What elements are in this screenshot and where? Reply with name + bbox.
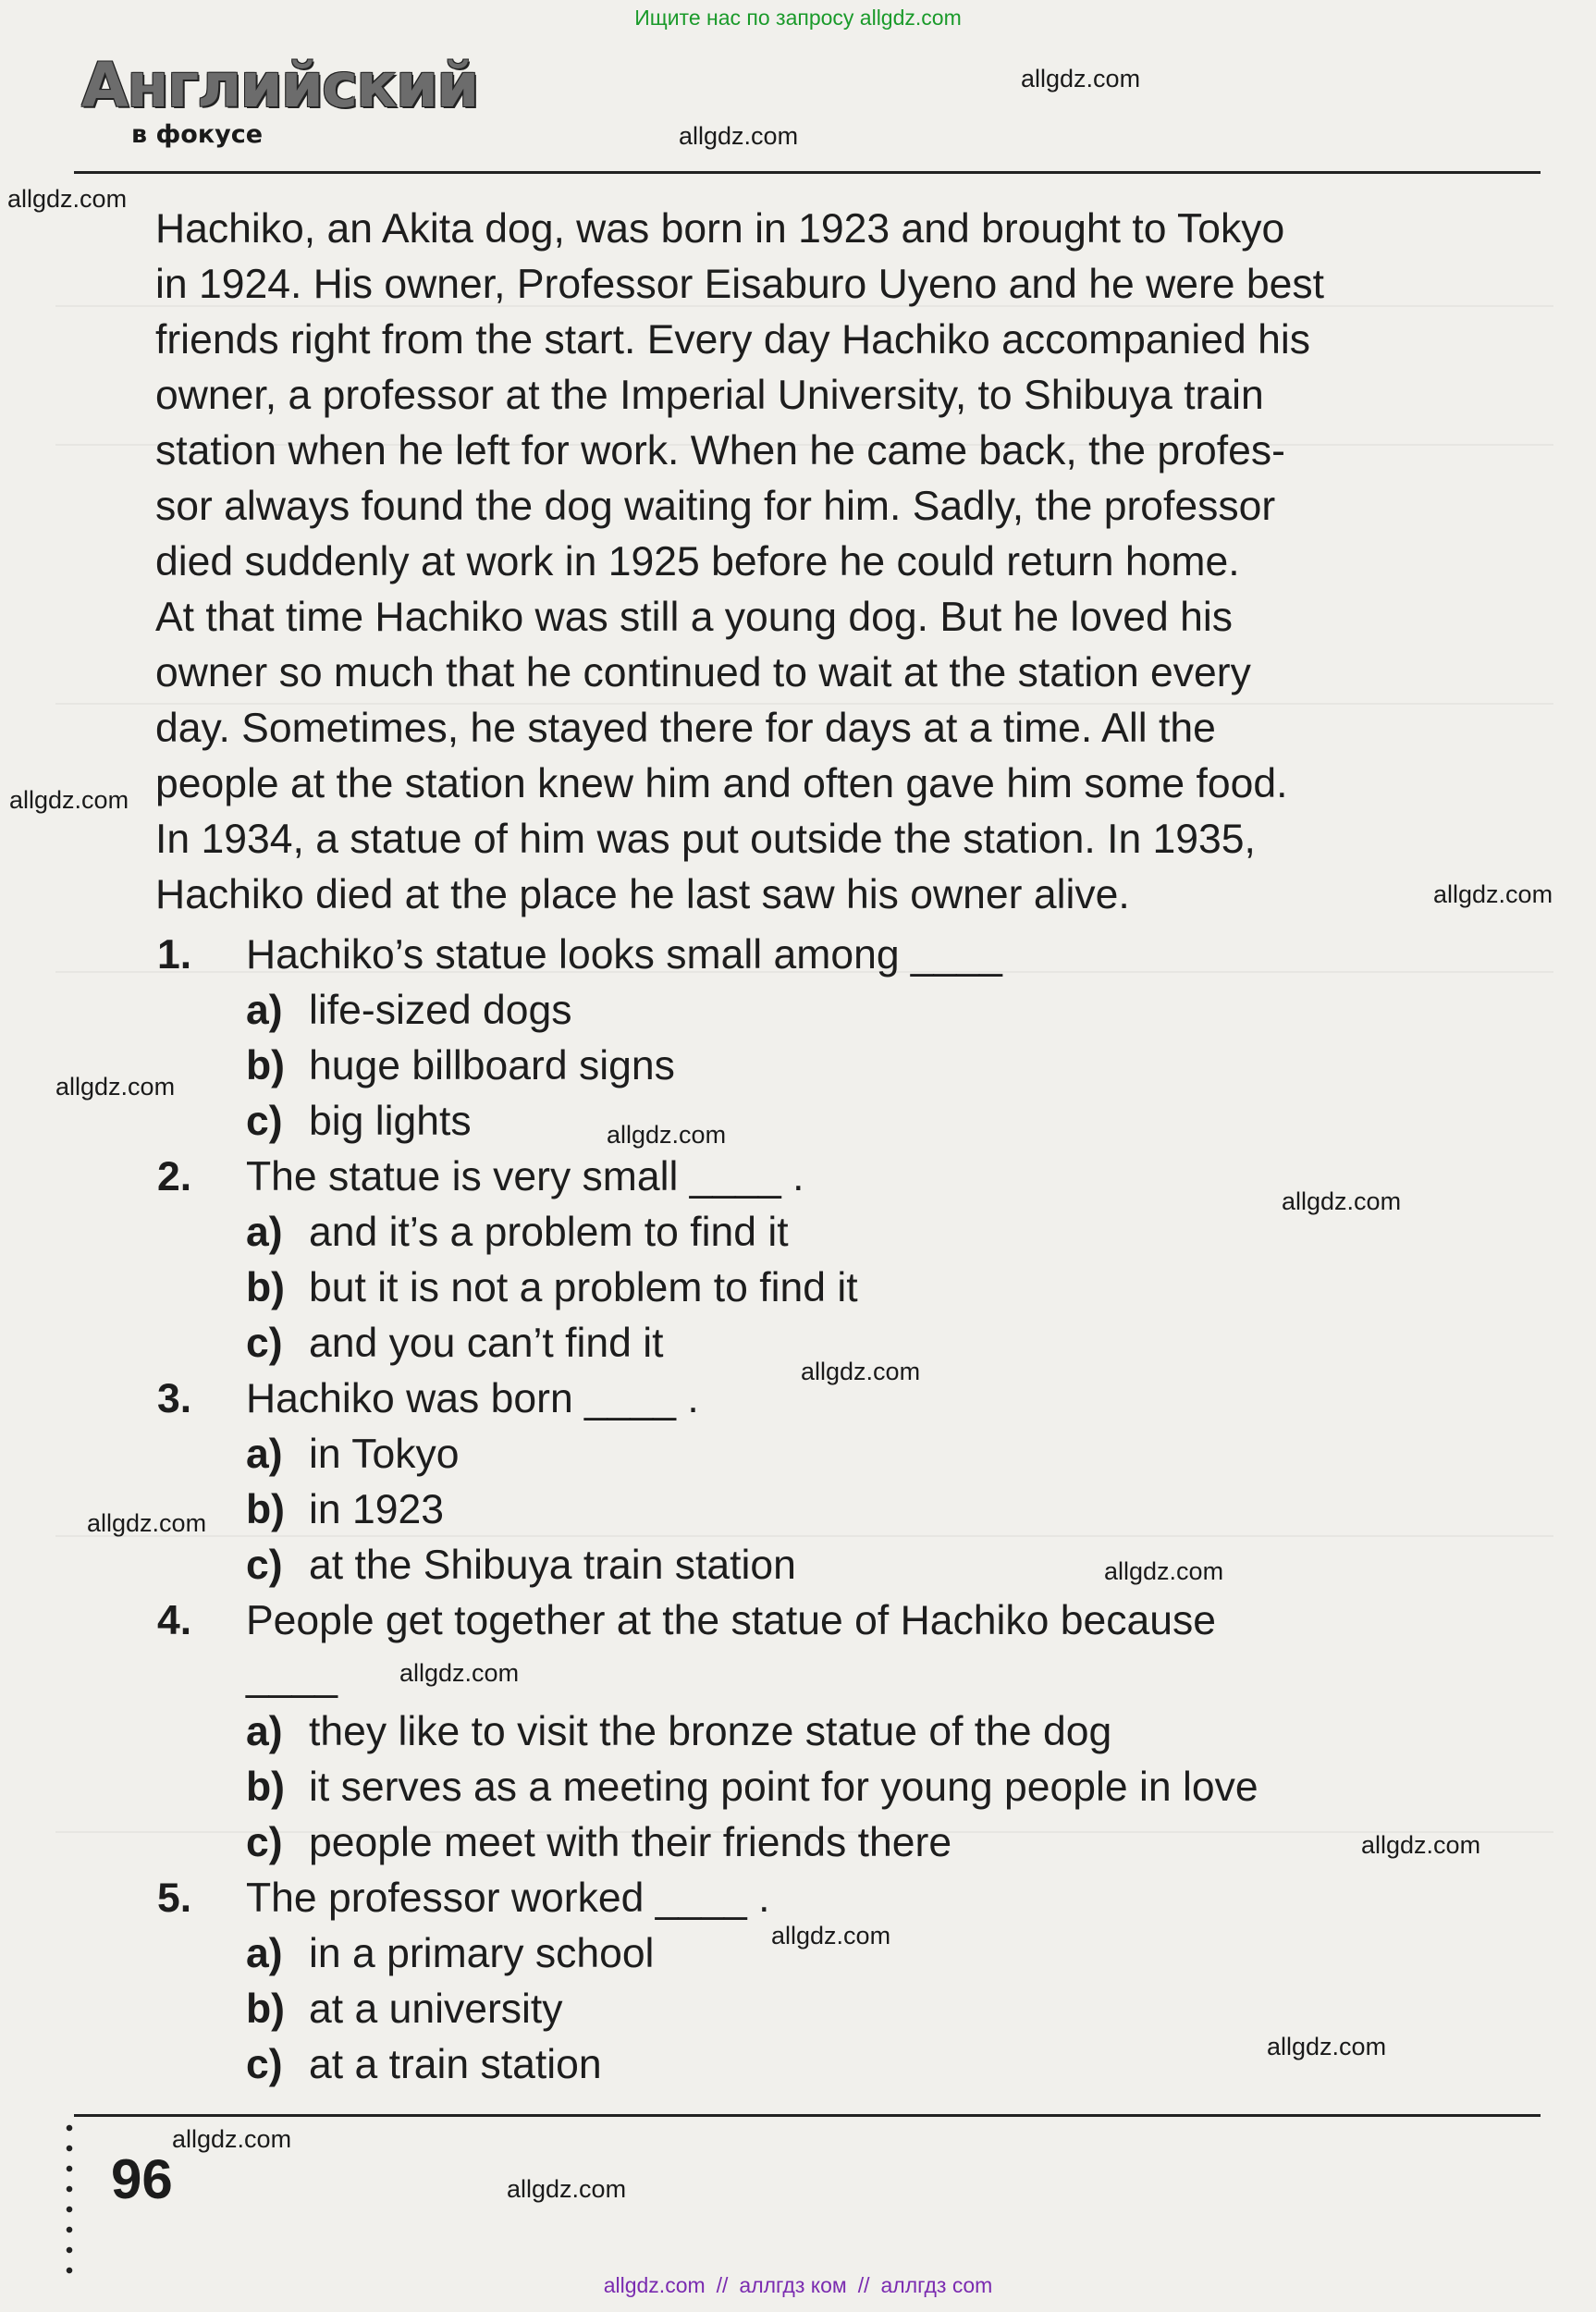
question-number: 5. bbox=[157, 1875, 192, 1921]
answer-option[interactable]: a) in a primary school bbox=[246, 1931, 655, 1976]
passage-line: At that time Hachiko was still a young dog. But he loved his bbox=[155, 595, 1234, 640]
answer-option[interactable]: b) it serves as a meeting point for young people in love bbox=[246, 1765, 1258, 1810]
passage-line: sor always found the dog waiting for him. Sadly, the professor bbox=[155, 484, 1276, 529]
question-text: Hachiko’s statue looks small among ____ bbox=[246, 932, 1002, 978]
watermark: allgdz.com bbox=[1433, 880, 1553, 908]
watermark: allgdz.com bbox=[801, 1358, 921, 1385]
passage-line: in 1924. His owner, Professor Eisaburo Uyeno and he were best bbox=[155, 262, 1325, 307]
watermark: allgdz.com bbox=[1282, 1187, 1402, 1215]
passage-line: In 1934, a statue of him was put outside the station. In 1935, bbox=[155, 817, 1256, 862]
watermark: allgdz.com bbox=[679, 122, 799, 150]
question-number: 1. bbox=[157, 932, 192, 978]
footer-divider bbox=[74, 2114, 1541, 2117]
watermark: allgdz.com bbox=[1104, 1557, 1224, 1585]
book-logo-subtitle: в фокусе bbox=[131, 120, 264, 149]
answer-option[interactable]: c) people meet with their friends there bbox=[246, 1820, 952, 1865]
watermark: allgdz.com bbox=[172, 2125, 292, 2153]
question-1 bbox=[157, 932, 1002, 978]
question-text: The statue is very small ____ . bbox=[246, 1154, 804, 1199]
passage-line: died suddenly at work in 1925 before he could return home. bbox=[155, 539, 1240, 584]
passage-line: friends right from the start. Every day Hachiko accompanied his bbox=[155, 317, 1311, 363]
answer-option[interactable]: c) at a train station bbox=[246, 2042, 602, 2087]
passage-line: people at the station knew him and often gave him some food. bbox=[155, 761, 1288, 806]
top-banner[interactable]: Ищите нас по запросу allgdz.com bbox=[634, 6, 962, 30]
question-number: 2. bbox=[157, 1154, 192, 1199]
answer-option[interactable]: b) in 1923 bbox=[246, 1487, 444, 1532]
answer-option[interactable]: a) they like to visit the bronze statue of the dog bbox=[246, 1709, 1112, 1754]
dotted-margin-line bbox=[65, 2118, 74, 2275]
answer-option[interactable]: c) big lights bbox=[246, 1099, 472, 1144]
question-5 bbox=[157, 1875, 769, 1922]
answer-option[interactable]: a) in Tokyo bbox=[246, 1432, 460, 1477]
answer-option[interactable]: c) at the Shibuya train station bbox=[246, 1543, 796, 1588]
watermark: allgdz.com bbox=[607, 1121, 727, 1149]
answer-option[interactable]: a) life-sized dogs bbox=[246, 988, 572, 1033]
question-4 bbox=[157, 1598, 1216, 1644]
bottom-banner[interactable] bbox=[0, 2273, 1596, 2298]
watermark: allgdz.com bbox=[1021, 65, 1141, 92]
separator: // bbox=[857, 2273, 870, 2297]
question-text: People get together at the statue of Hachiko because bbox=[246, 1598, 1216, 1643]
watermark: allgdz.com bbox=[1267, 2033, 1387, 2060]
separator: // bbox=[716, 2273, 729, 2297]
question-3 bbox=[157, 1376, 699, 1422]
bottom-banner-part[interactable]: allgdz.com bbox=[603, 2273, 706, 2297]
answer-option[interactable]: a) and it’s a problem to find it bbox=[246, 1210, 789, 1255]
watermark: allgdz.com bbox=[399, 1659, 520, 1687]
watermark: allgdz.com bbox=[87, 1509, 207, 1537]
bottom-banner-part[interactable]: аллгдз ком bbox=[739, 2273, 847, 2297]
answer-option[interactable]: b) at a university bbox=[246, 1986, 563, 2032]
watermark: allgdz.com bbox=[7, 185, 128, 213]
passage-line: Hachiko, an Akita dog, was born in 1923 and brought to Tokyo bbox=[155, 206, 1285, 252]
passage-line: owner, a professor at the Imperial University, to Shibuya train bbox=[155, 373, 1264, 418]
passage-line: day. Sometimes, he stayed there for days at a time. All the bbox=[155, 706, 1216, 751]
watermark: allgdz.com bbox=[55, 1073, 176, 1101]
question-text: Hachiko was born ____ . bbox=[246, 1376, 699, 1421]
passage-line: station when he left for work. When he came back, the profes- bbox=[155, 428, 1285, 473]
book-logo-title: Английский bbox=[81, 50, 478, 121]
question-text: The professor worked ____ . bbox=[246, 1875, 770, 1921]
bottom-banner-part[interactable]: аллгдз com bbox=[880, 2273, 993, 2297]
watermark: allgdz.com bbox=[1361, 1831, 1481, 1859]
answer-option[interactable]: b) but it is not a problem to find it bbox=[246, 1265, 858, 1310]
answer-option[interactable]: c) and you can’t find it bbox=[246, 1321, 664, 1366]
passage-line: owner so much that he continued to wait at the station every bbox=[155, 650, 1251, 695]
question-text-continued: ____ bbox=[246, 1654, 338, 1699]
page-number: 96 bbox=[111, 2148, 173, 2210]
answer-option[interactable]: b) huge billboard signs bbox=[246, 1043, 675, 1088]
question-number: 3. bbox=[157, 1376, 192, 1421]
header-divider bbox=[74, 171, 1541, 174]
question-number: 4. bbox=[157, 1598, 192, 1643]
watermark: allgdz.com bbox=[9, 786, 129, 814]
watermark: allgdz.com bbox=[507, 2175, 627, 2203]
question-2 bbox=[157, 1154, 804, 1200]
watermark: allgdz.com bbox=[771, 1922, 891, 1949]
passage-line: Hachiko died at the place he last saw his owner alive. bbox=[155, 872, 1130, 917]
